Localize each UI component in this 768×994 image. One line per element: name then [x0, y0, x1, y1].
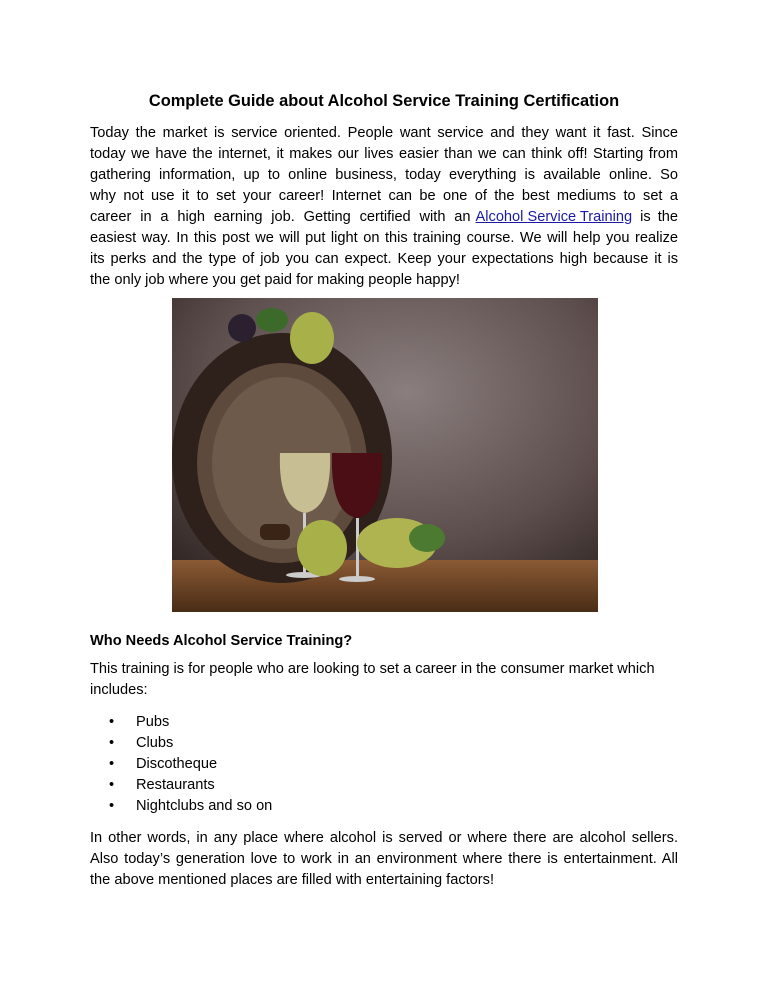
- text-line: [90, 207, 678, 228]
- wine-barrel-image: [172, 298, 598, 612]
- text-line: Also today’s generation love to work in an environment where there is entertainment. All: [90, 851, 678, 867]
- list-item-text: Clubs: [136, 735, 174, 751]
- list-item: [90, 733, 272, 754]
- bullet-icon: •: [109, 735, 115, 751]
- text-line: This training is for people who are looking to set a career in the consumer market which: [90, 661, 655, 677]
- list-item-text: Discotheque: [136, 756, 218, 772]
- text-line: gathering information, up to online business, today everything is available online. So: [90, 167, 678, 183]
- intro-paragraph: [90, 123, 678, 291]
- venue-list: [90, 712, 272, 817]
- list-item-text: Restaurants: [136, 777, 215, 793]
- alcohol-service-training-link[interactable]: Alcohol Service Training: [475, 209, 633, 225]
- list-item: [90, 712, 272, 733]
- text-line: its perks and the type of job you can expect. Keep your expectations high because it is: [90, 251, 678, 267]
- text-line: why not use it to set your career! Internet can be one of the best mediums to set a: [90, 188, 678, 204]
- list-item-text: Nightclubs and so on: [136, 798, 273, 814]
- text-line: In other words, in any place where alcohol is served or where there are alcohol sellers.: [90, 830, 678, 846]
- section-heading: Who Needs Alcohol Service Training?: [90, 633, 353, 649]
- bullet-icon: •: [109, 756, 115, 772]
- text-segment: career in a high earning job. Getting certified with an: [90, 209, 471, 225]
- text-line: today we have the internet, it makes our lives easier than we can think off! Starting from: [90, 146, 678, 162]
- text-line: the above mentioned places are filled with entertaining factors!: [90, 872, 495, 888]
- bullet-icon: •: [109, 798, 115, 814]
- list-item: [90, 754, 272, 775]
- section-paragraph: [90, 659, 678, 701]
- list-item-text: Pubs: [136, 714, 170, 730]
- text-line: the only job where you get paid for making people happy!: [90, 272, 460, 288]
- list-item: [90, 796, 272, 817]
- text-line: includes:: [90, 682, 148, 698]
- document-title: Complete Guide about Alcohol Service Training Certification: [148, 92, 620, 110]
- closing-paragraph: [90, 828, 678, 891]
- list-item: [90, 775, 272, 796]
- text-line: easiest way. In this post we will put light on this training course. We will help you realize: [90, 230, 678, 246]
- text-line: Today the market is service oriented. People want service and they want it fast. Since: [90, 125, 678, 141]
- bullet-icon: •: [109, 714, 115, 730]
- bullet-icon: •: [109, 777, 115, 793]
- text-segment: is the: [640, 209, 678, 225]
